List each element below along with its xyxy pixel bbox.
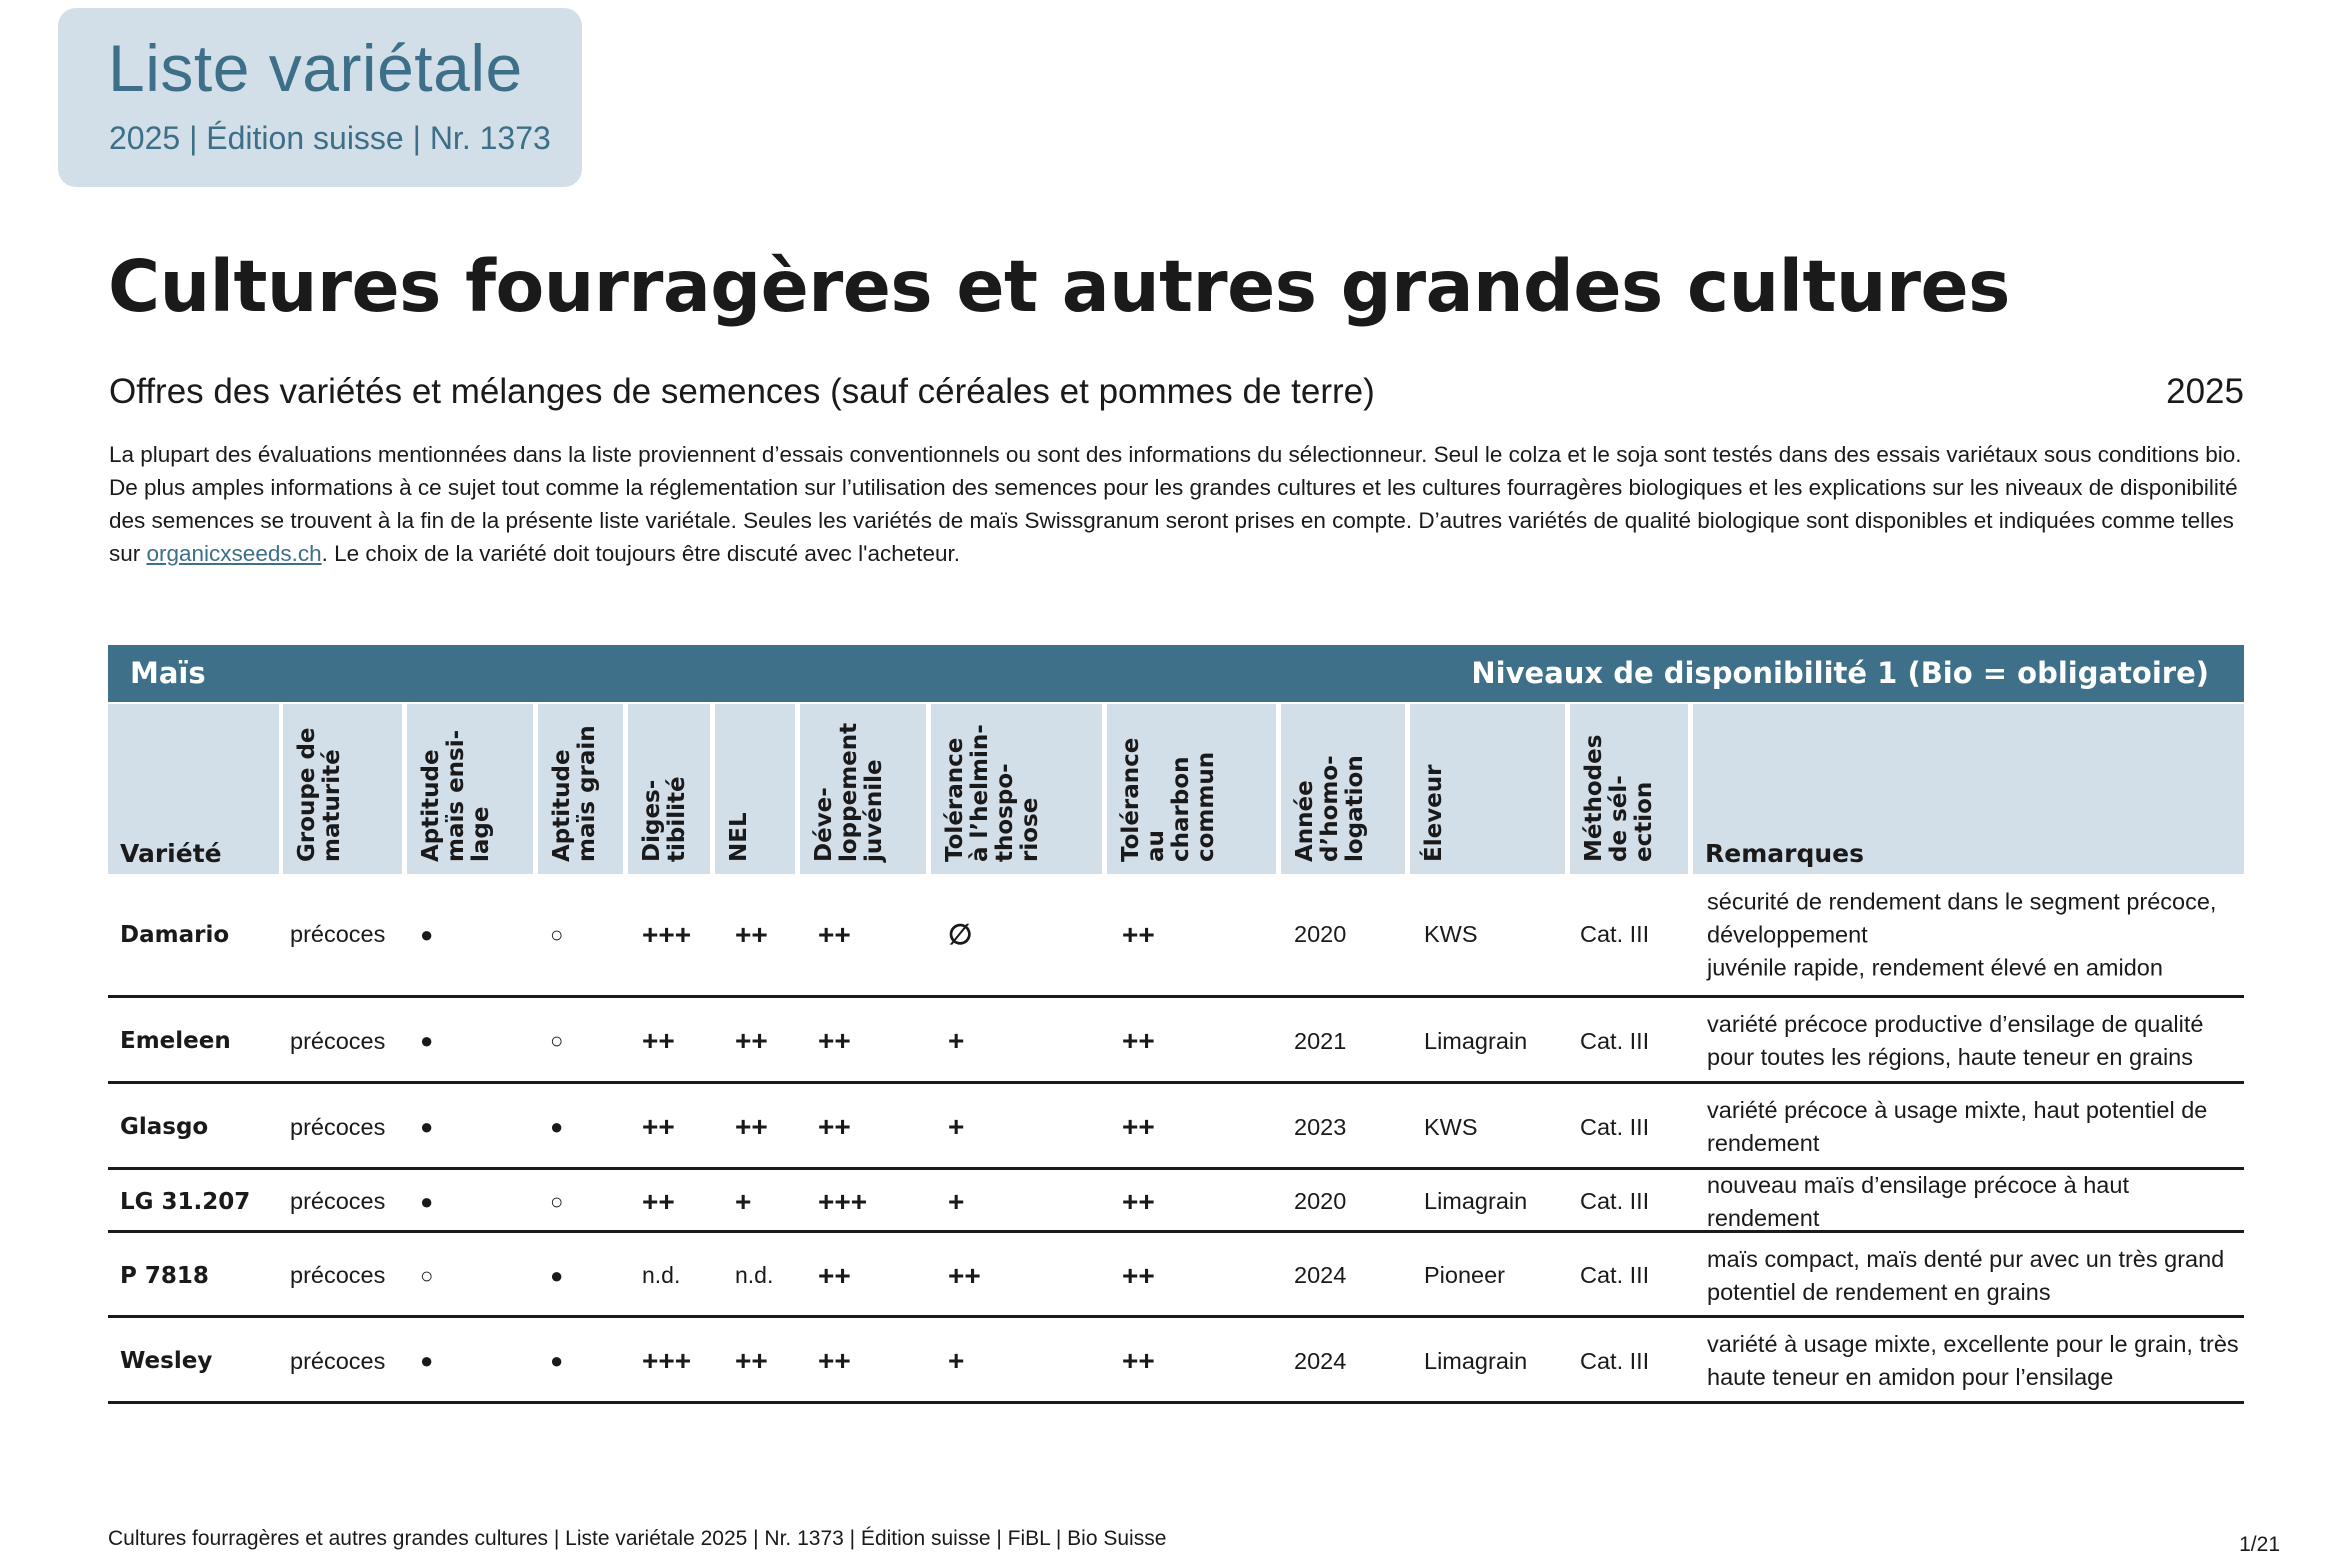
- cell-annee: 2024: [1294, 1347, 1347, 1374]
- availability-label: Niveaux de disponibilité 1 (Bio = obligatoire): [1471, 656, 2209, 690]
- cell-devel: +++: [818, 1185, 868, 1217]
- header-annee: [1281, 704, 1405, 874]
- cell-grain: ○: [550, 1188, 564, 1214]
- page-footer: Cultures fourragères et autres grandes cultures | Liste variétale 2025 | Nr. 1373 | Édition suisse | FiBL | Bio Suisse: [108, 1527, 1167, 1550]
- cell-helmin: +: [948, 1111, 965, 1142]
- header-charbon: [1107, 704, 1276, 874]
- cell-nel: ++: [735, 1025, 768, 1056]
- header-label-devel: Déve- loppement juvénile: [811, 722, 887, 862]
- cell-groupe: précoces: [290, 1188, 386, 1214]
- cell-groupe: précoces: [290, 1262, 386, 1288]
- cell-annee: 2024: [1294, 1262, 1347, 1288]
- cell-helmin: +: [948, 1185, 965, 1217]
- header-digest: [628, 704, 710, 874]
- cell-grain: ○: [550, 921, 564, 947]
- cell-grain: ●: [550, 1262, 564, 1288]
- table-title-bar: [108, 645, 2244, 702]
- cell-methodes: Cat. III: [1580, 1262, 1650, 1288]
- header-helmin: [931, 704, 1102, 874]
- cell-eleveur: Limagrain: [1424, 1188, 1528, 1214]
- header-grain: [538, 704, 623, 874]
- cell-eleveur: KWS: [1424, 1113, 1478, 1140]
- cell-variete: Emeleen: [120, 1028, 231, 1054]
- cell-eleveur: Limagrain: [1424, 1027, 1528, 1054]
- page-title: Cultures fourragères et autres grandes cultures: [108, 245, 2010, 328]
- table-section-title: Maïs: [130, 656, 206, 690]
- cell-variete: Glasgo: [120, 1114, 209, 1140]
- cell-helmin: ++: [948, 1259, 981, 1291]
- page-number: 1/21: [2239, 1533, 2280, 1556]
- cell-charbon: ++: [1122, 918, 1155, 950]
- cell-charbon: ++: [1122, 1185, 1155, 1217]
- cell-nel: ++: [735, 1111, 768, 1142]
- cell-devel: ++: [818, 918, 851, 950]
- header-label-eleveur: Éleveur: [1421, 764, 1447, 862]
- cell-annee: 2023: [1294, 1113, 1347, 1140]
- header-variete: [108, 704, 279, 874]
- cell-grain: ●: [550, 1348, 564, 1373]
- cell-eleveur: Pioneer: [1424, 1262, 1505, 1288]
- header-ensilage: [407, 704, 533, 874]
- intro-text-end: . Le choix de la variété doit toujours être discuté avec l'acheteur.: [321, 541, 961, 566]
- cell-methodes: Cat. III: [1580, 1027, 1650, 1054]
- table-row: Damario précoces ● ○ +++ ++ ++ ∅ ++ 2020 KWS Cat. III sécurité de rendement dans le segment précoce, développement juvénile rapide, rendement élevé en amidon: [108, 874, 2244, 998]
- cell-methodes: Cat. III: [1580, 1347, 1650, 1374]
- header-groupe: [283, 704, 402, 874]
- header-devel: [800, 704, 926, 874]
- table-row: Glasgo précoces ● ● ++ ++ ++ + ++ 2023 KWS Cat. III variété précoce à usage mixte, haut potentiel de rendement: [108, 1087, 2244, 1170]
- cell-groupe: précoces: [290, 1113, 386, 1140]
- header-label-methodes: Méthodes de sél- ection: [1581, 734, 1657, 862]
- header-remarques: [1693, 704, 2244, 874]
- cell-eleveur: KWS: [1424, 921, 1478, 947]
- cell-annee: 2021: [1294, 1027, 1347, 1054]
- cell-digest: ++: [642, 1185, 675, 1217]
- table-row: Emeleen précoces ● ○ ++ ++ ++ + ++ 2021 Limagrain Cat. III variété précoce productive d’ensilage de qualité pour toutes les régions, haute teneur en grains: [108, 1001, 2244, 1084]
- cell-digest: +++: [642, 1345, 692, 1376]
- cell-helmin: +: [948, 1345, 965, 1376]
- header-label-grain: Aptitude maïs grain: [549, 725, 600, 862]
- badge-subtitle: 2025 | Édition suisse | Nr. 1373: [109, 120, 551, 156]
- cell-variete: Damario: [120, 921, 230, 948]
- cell-variete: Wesley: [120, 1348, 213, 1374]
- cell-annee: 2020: [1294, 1188, 1347, 1214]
- cell-ensilage: ●: [420, 1114, 434, 1139]
- header-methodes: [1570, 704, 1688, 874]
- cell-methodes: Cat. III: [1580, 1188, 1650, 1214]
- table-row: LG 31.207 précoces ● ○ ++ + +++ + ++ 2020 Limagrain Cat. III nouveau maïs d’ensilage précoce à haut rendement: [108, 1173, 2244, 1233]
- cell-methodes: Cat. III: [1580, 921, 1650, 947]
- cell-nel: ++: [735, 918, 768, 950]
- cell-digest: +++: [642, 918, 692, 950]
- cell-helmin: ∅: [948, 919, 973, 950]
- cell-charbon: ++: [1122, 1111, 1155, 1142]
- cell-variete: LG 31.207: [120, 1188, 251, 1215]
- cell-groupe: précoces: [290, 1347, 386, 1374]
- cell-helmin: +: [948, 1025, 965, 1056]
- cell-groupe: précoces: [290, 1027, 386, 1054]
- cell-ensilage: ●: [420, 1348, 434, 1373]
- header-label-charbon: Tolérance au charbon commun: [1118, 737, 1219, 862]
- intro-paragraph: [109, 438, 2249, 570]
- cell-devel: ++: [818, 1025, 851, 1056]
- cell-charbon: ++: [1122, 1025, 1155, 1056]
- organicxseeds-link[interactable]: organicxseeds.ch: [146, 541, 322, 566]
- cell-ensilage: ●: [420, 1028, 434, 1053]
- cell-digest: ++: [642, 1111, 675, 1142]
- badge-title: Liste variétale: [108, 31, 523, 105]
- cell-devel: ++: [818, 1259, 851, 1291]
- header-eleveur: [1410, 704, 1565, 874]
- cell-nel: ++: [735, 1345, 768, 1376]
- cell-grain: ●: [550, 1114, 564, 1139]
- header-label-ensilage: Aptitude maïs ensi- lage: [418, 729, 494, 862]
- cell-ensilage: ○: [420, 1262, 434, 1288]
- cell-variete: P 7818: [120, 1262, 209, 1289]
- intro-text: La plupart des évaluations mentionnées dans la liste proviennent d’essais conventionnels ou sont des informations du sélectionneur. Seul le colza et le soja sont testés dans des essais variétaux sous conditions bio. De plus amples informations à ce sujet tout comme la réglementation sur l’utilisation des semences pour les grandes cultures et les cultures fourragères biologiques et les explications sur les niveaux de disponibilité des semences se trouvent à la fin de la présente liste variétale. Seules les variétés de maïs Swissgranum seront prises en compte. D’autres variétés de qualité biologique sont disponibles et indiquées comme telles sur: [109, 442, 2242, 566]
- header-label-helmin: Tolérance à l’helmin- thospo- riose: [942, 724, 1043, 862]
- header-label-annee: Année d’homo- logation: [1292, 755, 1368, 862]
- page-subtitle: Offres des variétés et mélanges de semences (sauf céréales et pommes de terre): [109, 372, 1375, 411]
- cell-charbon: ++: [1122, 1345, 1155, 1376]
- cell-methodes: Cat. III: [1580, 1113, 1650, 1140]
- cell-annee: 2020: [1294, 921, 1347, 947]
- header-label-groupe: Groupe de maturité: [294, 727, 345, 862]
- table-row: P 7818 précoces ○ ● n.d. n.d. ++ ++ ++ 2024 Pioneer Cat. III maïs compact, maïs denté pur avec un très grand potentiel de rendement en grains: [108, 1236, 2244, 1318]
- cell-digest: n.d.: [642, 1262, 681, 1288]
- cell-ensilage: ●: [420, 921, 434, 947]
- cell-devel: ++: [818, 1111, 851, 1142]
- table-row: Wesley précoces ● ● +++ ++ ++ + ++ 2024 Limagrain Cat. III variété à usage mixte, excellente pour le grain, très haute teneur en amidon pour l’ensilage: [108, 1321, 2244, 1404]
- cell-digest: ++: [642, 1025, 675, 1056]
- cell-devel: ++: [818, 1345, 851, 1376]
- edition-badge: [58, 8, 582, 187]
- cell-eleveur: Limagrain: [1424, 1347, 1528, 1374]
- cell-grain: ○: [550, 1028, 564, 1053]
- cell-nel: n.d.: [735, 1262, 774, 1288]
- cell-ensilage: ●: [420, 1188, 434, 1214]
- header-nel: [715, 704, 795, 874]
- page-year: 2025: [2166, 372, 2244, 411]
- cell-nel: +: [735, 1185, 752, 1217]
- cell-charbon: ++: [1122, 1259, 1155, 1291]
- header-label-digest: Diges- tibilité: [639, 776, 690, 862]
- header-label-remarques: Remarques: [1705, 839, 1864, 868]
- header-label-nel: NEL: [726, 812, 752, 862]
- header-label-variete: Variété: [120, 839, 222, 868]
- cell-groupe: précoces: [290, 921, 386, 947]
